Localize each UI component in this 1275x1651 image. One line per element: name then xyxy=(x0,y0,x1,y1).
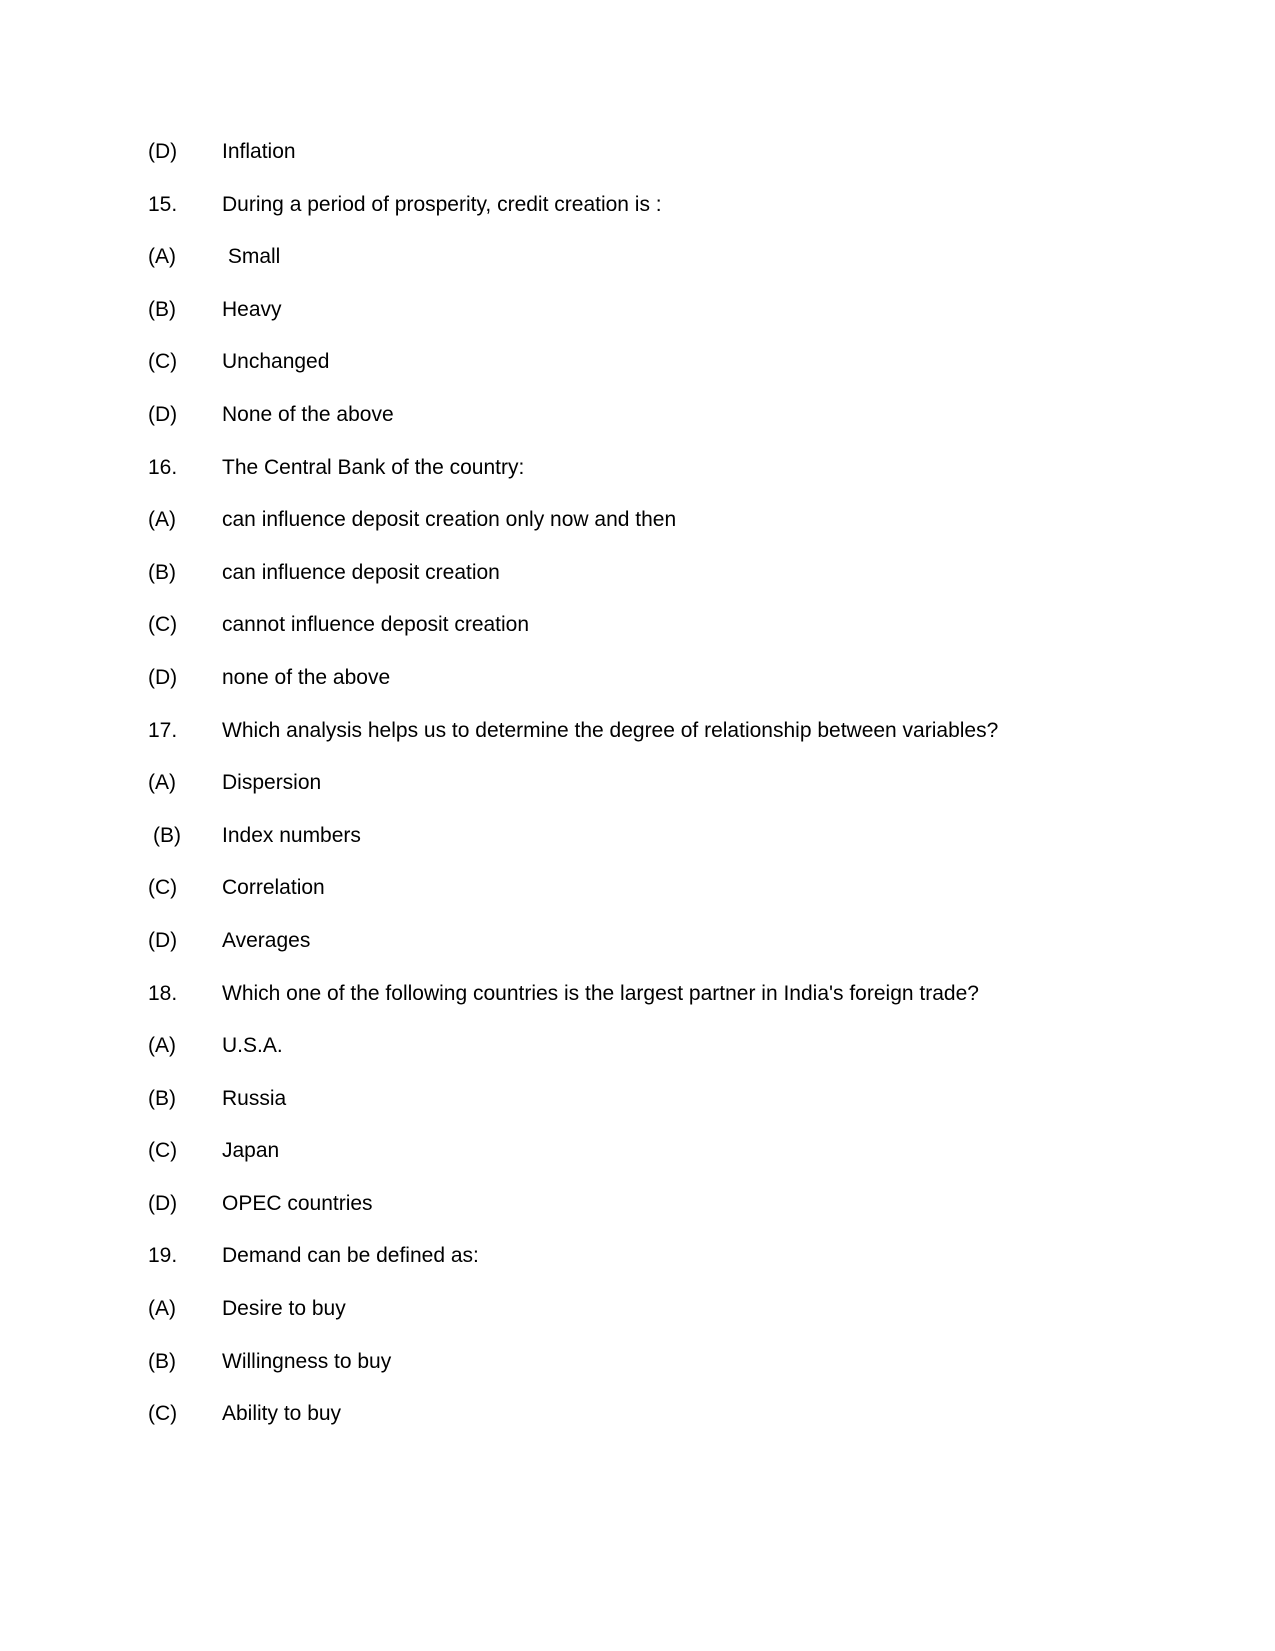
option-label: (C) xyxy=(148,1402,178,1426)
option-label: (C) xyxy=(148,876,178,900)
question-text: The Central Bank of the country: xyxy=(222,455,525,479)
option-line xyxy=(0,874,1275,927)
option-line xyxy=(0,927,1275,980)
option-line xyxy=(0,1295,1275,1348)
option-label: (D) xyxy=(148,402,178,426)
option-text: Inflation xyxy=(222,140,296,163)
option-label: (B) xyxy=(153,823,181,847)
question-line xyxy=(0,191,1275,244)
option-label: (C) xyxy=(148,613,178,637)
option-text: Willingness to buy xyxy=(222,1349,392,1373)
option-text: Averages xyxy=(222,928,311,952)
option-label: (D) xyxy=(148,665,178,689)
question-line xyxy=(0,980,1275,1033)
option-label: (B) xyxy=(148,297,176,321)
option-line xyxy=(0,348,1275,401)
option-line xyxy=(0,243,1275,296)
option-text: Ability to buy xyxy=(222,1402,342,1426)
option-line xyxy=(0,559,1275,612)
option-label: (C) xyxy=(148,350,178,374)
option-line xyxy=(0,296,1275,349)
question-number: 19. xyxy=(148,1244,178,1268)
option-line xyxy=(0,1348,1275,1401)
option-line xyxy=(0,401,1275,454)
question-line xyxy=(0,454,1275,507)
option-text: Russia xyxy=(222,1086,287,1110)
question-line xyxy=(0,1242,1275,1295)
option-text: Dispersion xyxy=(222,771,322,795)
option-line xyxy=(0,664,1275,717)
option-text: can influence deposit creation xyxy=(222,560,500,584)
option-text: Japan xyxy=(222,1139,280,1163)
option-line xyxy=(0,611,1275,664)
question-text: Demand can be defined as: xyxy=(222,1244,479,1268)
option-label: (C) xyxy=(148,1139,178,1163)
option-label: (A) xyxy=(148,508,176,532)
question-list xyxy=(0,138,1275,1453)
option-label: (A) xyxy=(148,1034,176,1058)
option-line xyxy=(0,138,1275,191)
option-label: (A) xyxy=(148,245,176,269)
option-text: Correlation xyxy=(222,876,325,900)
option-label: (B) xyxy=(148,1349,176,1373)
option-text: Desire to buy xyxy=(222,1297,346,1321)
question-number: 18. xyxy=(148,981,178,1005)
option-line xyxy=(0,1085,1275,1138)
question-line xyxy=(0,717,1275,770)
option-label: (B) xyxy=(148,560,176,584)
option-line xyxy=(0,1137,1275,1190)
option-text: none of the above xyxy=(222,665,391,689)
question-number: 17. xyxy=(148,718,178,742)
question-number: 16. xyxy=(148,455,178,479)
option-line xyxy=(0,769,1275,822)
option-label: (D) xyxy=(148,928,178,952)
question-number: 15. xyxy=(148,192,178,216)
option-text: None of the above xyxy=(222,402,394,426)
option-text: can influence deposit creation only now and then xyxy=(222,508,677,532)
option-text: Unchanged xyxy=(222,350,330,374)
option-label: (A) xyxy=(148,771,176,795)
option-text: U.S.A. xyxy=(222,1034,283,1058)
question-text: Which one of the following countries is the largest partner in India's foreign trade? xyxy=(222,981,979,1005)
option-label: (D) xyxy=(148,1191,178,1215)
option-label: (B) xyxy=(148,1086,176,1110)
option-line xyxy=(0,1032,1275,1085)
question-text: During a period of prosperity, credit creation is : xyxy=(222,192,662,216)
option-text: Small xyxy=(222,245,281,269)
option-line xyxy=(0,822,1275,875)
option-label: (A) xyxy=(148,1297,176,1321)
option-label: (D) xyxy=(148,140,178,163)
option-text: OPEC countries xyxy=(222,1191,373,1215)
option-text: Index numbers xyxy=(222,823,361,847)
question-text: Which analysis helps us to determine the degree of relationship between variables? xyxy=(222,718,999,742)
option-text: Heavy xyxy=(222,297,282,321)
option-line xyxy=(0,506,1275,559)
option-line xyxy=(0,1190,1275,1243)
option-line xyxy=(0,1400,1275,1453)
option-text: cannot influence deposit creation xyxy=(222,613,530,637)
